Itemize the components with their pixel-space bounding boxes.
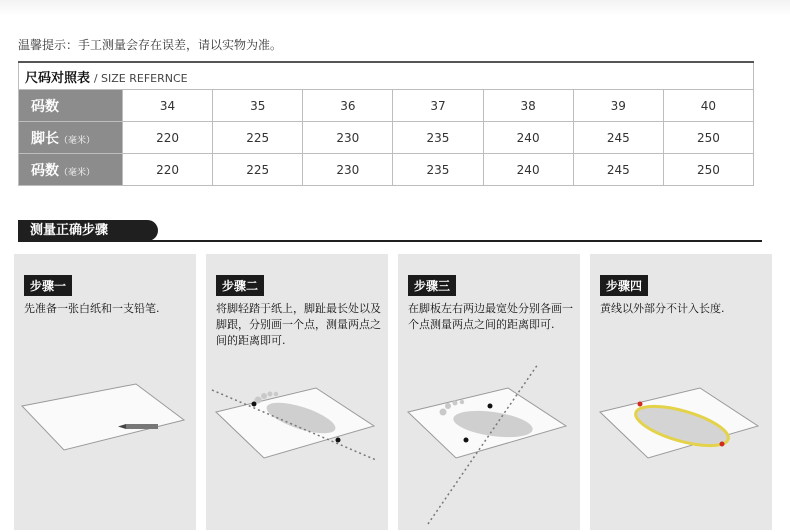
step-panel-1 xyxy=(14,254,196,530)
step-panel-2 xyxy=(206,254,388,530)
section-title-bar: 测量正确步骤 xyxy=(18,220,158,241)
step-panel-4 xyxy=(590,254,772,530)
table-cell: 39 xyxy=(573,90,663,122)
table-cell: 240 xyxy=(483,122,573,154)
table-cell: 240 xyxy=(483,154,573,186)
step-panel-3 xyxy=(398,254,580,530)
table-cell: 34 xyxy=(123,90,213,122)
step-text: 将脚轻踏于纸上，脚趾最长处以及脚跟，分别画一个点，测量两点之间的距离即可. xyxy=(216,302,381,347)
table-cell: 235 xyxy=(393,154,483,186)
table-cell: 225 xyxy=(213,122,303,154)
table-cell: 245 xyxy=(573,154,663,186)
size-table-title: 尺码对照表 xyxy=(25,70,91,86)
foot-length-illustration xyxy=(206,354,388,530)
size-table-title-en: / SIZE REFERNCE xyxy=(93,71,188,85)
table-cell: 235 xyxy=(393,122,483,154)
size-table-title-row xyxy=(19,62,754,90)
pencil-icon xyxy=(126,424,158,429)
table-cell: 38 xyxy=(483,90,573,122)
section-divider xyxy=(18,240,762,242)
outline-illustration xyxy=(590,354,772,530)
measurement-tip: 温馨提示：手工测量会存在误差，请以实物为准。 xyxy=(18,38,283,52)
step-text: 在脚板左右两边最宽处分别各画一个点测量两点之间的距离即可. xyxy=(408,302,573,331)
table-row xyxy=(19,90,754,122)
foot-width-illustration xyxy=(398,354,580,530)
table-cell: 250 xyxy=(663,122,753,154)
size-reference-table xyxy=(18,61,754,186)
paper-and-pencil-illustration xyxy=(14,354,196,530)
table-cell: 230 xyxy=(303,122,393,154)
table-row xyxy=(19,122,754,154)
table-cell: 245 xyxy=(573,122,663,154)
table-row xyxy=(19,154,754,186)
step-text: 先准备一张白纸和一支铅笔. xyxy=(24,302,160,315)
step-text: 黄线以外部分不计入长度. xyxy=(600,302,725,315)
step-label: 步骤二 xyxy=(216,275,264,296)
size-table-title-cell xyxy=(19,62,754,90)
step-label: 步骤三 xyxy=(408,275,456,296)
row-header: 码数（毫米） xyxy=(19,154,123,186)
top-gradient-strip xyxy=(0,0,790,16)
table-cell: 225 xyxy=(213,154,303,186)
row-header: 码数 xyxy=(19,90,123,122)
step-label: 步骤一 xyxy=(24,275,72,296)
table-cell: 250 xyxy=(663,154,753,186)
table-cell: 36 xyxy=(303,90,393,122)
table-cell: 220 xyxy=(123,122,213,154)
table-cell: 40 xyxy=(663,90,753,122)
table-cell: 230 xyxy=(303,154,393,186)
step-label: 步骤四 xyxy=(600,275,648,296)
table-cell: 37 xyxy=(393,90,483,122)
table-cell: 220 xyxy=(123,154,213,186)
table-cell: 35 xyxy=(213,90,303,122)
row-header: 脚长（毫米） xyxy=(19,122,123,154)
